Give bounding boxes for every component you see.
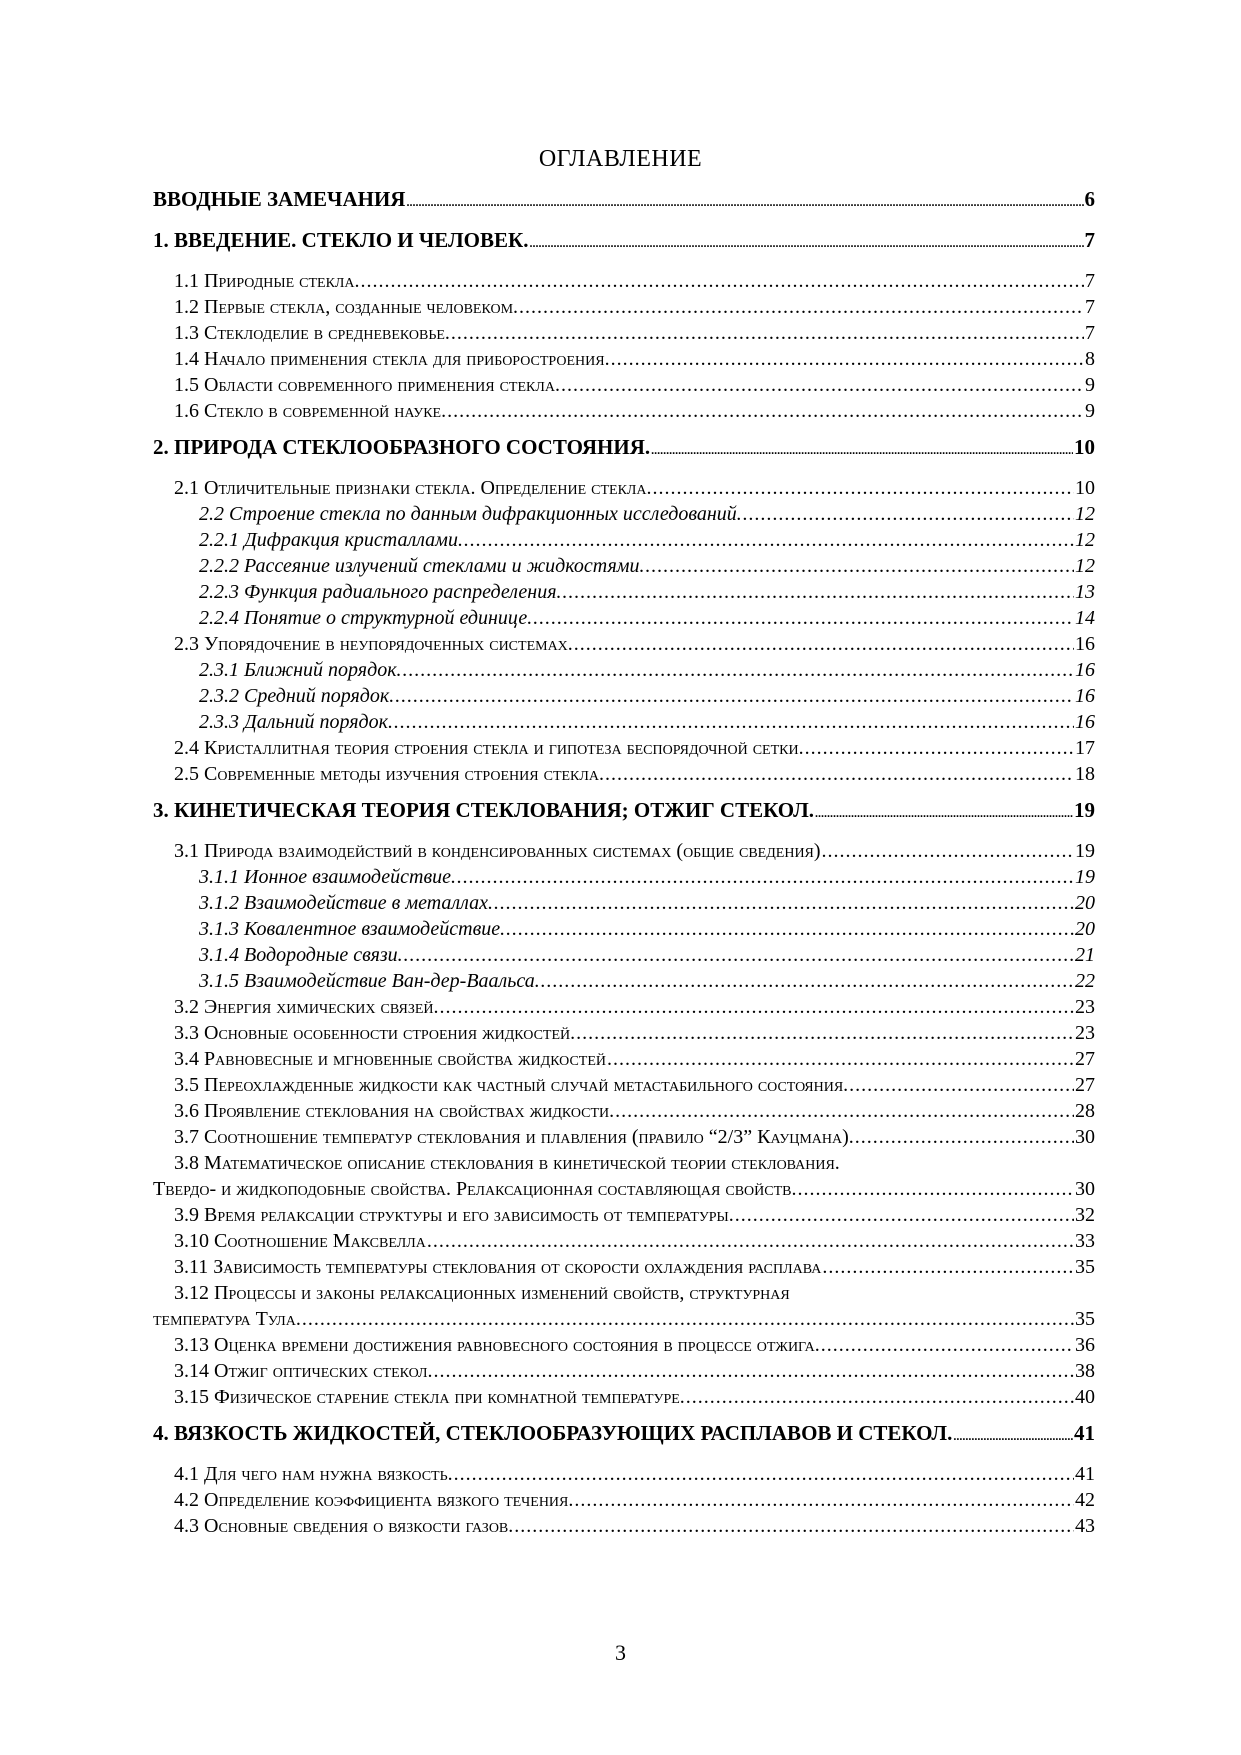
toc-leader-dots — [605, 761, 1074, 787]
toc-leader-dots — [406, 186, 1083, 215]
toc-section[interactable] — [153, 1513, 1095, 1539]
toc-leader-dots — [427, 1228, 1074, 1254]
toc-entry-title: 3.1.3 Ковалентное взаимодействие. — [199, 918, 506, 940]
toc-section[interactable] — [153, 838, 1095, 864]
toc-section[interactable] — [153, 1202, 1095, 1228]
toc-chapter-3[interactable] — [153, 797, 1095, 826]
toc-section[interactable] — [153, 1254, 1095, 1280]
toc-leader-dots — [464, 527, 1074, 553]
toc-subsection[interactable] — [153, 579, 1095, 605]
toc-entry-title: 3.1.5 Взаимодействие Ван-дер-Ваальса. — [199, 970, 540, 992]
toc-leader-dots — [653, 475, 1074, 501]
toc-leader-dots — [743, 501, 1074, 527]
toc-chapter-2[interactable] — [153, 434, 1095, 463]
toc-leader-dots — [530, 227, 1084, 256]
toc-page-number: 13 — [1075, 581, 1095, 603]
toc-entry-title: 3.1.1 Ионное взаимодействие. — [199, 866, 457, 888]
toc-leader-dots — [798, 1176, 1074, 1202]
toc-leader-dots — [686, 1384, 1074, 1410]
toc-page-number: 38 — [1075, 1360, 1095, 1382]
toc-page-number: 20 — [1075, 892, 1095, 914]
toc-leader-dots — [506, 916, 1074, 942]
toc-section[interactable] — [153, 1461, 1095, 1487]
toc-leader-dots — [822, 1254, 1074, 1280]
toc-chapter-intro[interactable] — [153, 186, 1095, 215]
toc-page-number: 10 — [1075, 477, 1095, 499]
toc-section-3-12[interactable] — [153, 1280, 1095, 1332]
toc-leader-dots — [434, 1358, 1074, 1384]
toc-entry-title: 3.7 Соотношение температур стеклования и плавления (правило “2/3” Кауцмана). — [174, 1126, 854, 1148]
toc-chapter-4[interactable] — [153, 1420, 1095, 1449]
toc-section[interactable] — [153, 1046, 1095, 1072]
toc-section[interactable] — [153, 1020, 1095, 1046]
toc-leader-dots — [735, 1202, 1074, 1228]
toc-section[interactable] — [153, 994, 1095, 1020]
toc-entry-title: 1.3 Стеклоделие в средневековье. — [174, 322, 450, 344]
toc-page-number: 30 — [1075, 1178, 1095, 1200]
toc-entry-title: 2.5 Современные методы изучения строения стекла. — [174, 763, 604, 785]
toc-entry-title: 3.5 Переохлажденные жидкости как частный случай метастабильного состояния. — [174, 1074, 849, 1096]
toc-entry-title: 3.10 Соотношение Максвелла — [174, 1230, 426, 1252]
toc-page-number: 27 — [1075, 1048, 1095, 1070]
toc-entry-title: 2. ПРИРОДА СТЕКЛООБРАЗНОГО СОСТОЯНИЯ. — [153, 435, 651, 459]
toc-entry-title: 1.2 Первые стекла, созданные человеком. — [174, 296, 519, 318]
toc-leader-dots — [447, 398, 1084, 424]
toc-subsection[interactable] — [153, 501, 1095, 527]
toc-section-3-8[interactable] — [153, 1150, 1095, 1202]
toc-entry-title: 1.4 Начало применения стекла для приборостроения. — [174, 348, 610, 370]
toc-section[interactable] — [153, 735, 1095, 761]
toc-leader-dots — [646, 553, 1074, 579]
toc-page-number: 14 — [1075, 607, 1095, 629]
toc-chapter-1[interactable] — [153, 227, 1095, 256]
toc-entry-title: 2.2 Строение стекла по данным дифракционных исследований. — [199, 503, 742, 525]
toc-leader-dots — [394, 709, 1074, 735]
toc-page-number: 7 — [1084, 228, 1095, 252]
toc-page-number: 16 — [1075, 711, 1095, 733]
toc-page-number: 27 — [1075, 1074, 1095, 1096]
toc-leader-dots — [849, 1072, 1074, 1098]
toc-page-number: 23 — [1075, 996, 1095, 1018]
toc-page-number: 22 — [1075, 970, 1095, 992]
toc-page-number: 28 — [1075, 1100, 1095, 1122]
toc-page-number: 33 — [1075, 1230, 1095, 1252]
toc-page-number: 16 — [1075, 633, 1095, 655]
toc-entry-title: 3.1 Природа взаимодействий в конденсированных системах (общие сведения) — [174, 840, 821, 862]
toc-entry-title: 2.3.3 Дальний порядок. — [199, 711, 393, 733]
toc-leader-dots — [361, 268, 1084, 294]
toc-section[interactable] — [153, 1487, 1095, 1513]
toc-page-number: 19 — [1074, 798, 1095, 822]
toc-leader-dots — [563, 579, 1074, 605]
toc-subsection[interactable] — [153, 968, 1095, 994]
toc-section[interactable] — [153, 631, 1095, 657]
toc-section[interactable] — [153, 320, 1095, 346]
toc-entry-title: 3.1.4 Водородные связи. — [199, 944, 403, 966]
toc-entry-title: 3.9 Время релаксации структуры и его зависимость от температуры. — [174, 1204, 734, 1226]
toc-page-number: 20 — [1075, 918, 1095, 940]
toc-page-number: 35 — [1075, 1308, 1095, 1330]
toc-page-number: 9 — [1085, 374, 1095, 396]
toc-page-number: 7 — [1085, 322, 1095, 344]
toc-leader-dots — [821, 1332, 1074, 1358]
toc-section[interactable] — [153, 1358, 1095, 1384]
toc-section[interactable] — [153, 1384, 1095, 1410]
toc-page-number: 7 — [1085, 296, 1095, 318]
toc-entry-title: 2.2.2 Рассеяние излучений стеклами и жидкостями. — [199, 555, 645, 577]
toc-entry-title: 3. КИНЕТИЧЕСКАЯ ТЕОРИЯ СТЕКЛОВАНИЯ; ОТЖИГ СТЕКОЛ. — [153, 798, 814, 822]
toc-leader-dots — [451, 320, 1084, 346]
toc-chapter-4-sections — [153, 1461, 1095, 1539]
toc-leader-dots — [440, 994, 1074, 1020]
toc-section[interactable] — [153, 294, 1095, 320]
toc-page-number: 35 — [1075, 1256, 1095, 1278]
toc-page-number: 6 — [1084, 187, 1095, 211]
toc-entry-title: 4.1 Для чего нам нужна вязкость. — [174, 1463, 453, 1485]
toc-entry-title: 3.6 Проявление стеклования на свойствах жидкости. — [174, 1100, 615, 1122]
toc-section[interactable] — [153, 398, 1095, 424]
toc-page-number: 43 — [1075, 1515, 1095, 1537]
toc-subsection[interactable] — [153, 605, 1095, 631]
toc-page-number: 32 — [1075, 1204, 1095, 1226]
toc-entry-title: 2.4 Кристаллитная теория строения стекла и гипотеза беспорядочной сетки. — [174, 737, 804, 759]
toc-subsection[interactable] — [153, 683, 1095, 709]
page-title: ОГЛАВЛЕНИЕ — [538, 146, 703, 172]
toc-section[interactable] — [153, 475, 1095, 501]
toc-entry-title: 3.3 Основные особенности строения жидкостей. — [174, 1022, 576, 1044]
toc-entry-title: 1.1 Природные стекла. — [174, 270, 360, 292]
toc-section[interactable] — [153, 1228, 1095, 1254]
toc-entry-title: 4.3 Основные сведения о вязкости газов. — [174, 1515, 514, 1537]
toc-chapter-1-sections — [153, 268, 1095, 424]
toc-page-number: 30 — [1075, 1126, 1095, 1148]
toc-leader-dots — [403, 657, 1074, 683]
toc-leader-dots — [805, 735, 1074, 761]
toc-leader-dots — [615, 1098, 1074, 1124]
toc-entry-title-line2: Твердо- и жидкоподобные свойства. Релаксационная составляющая свойств. — [153, 1178, 797, 1200]
toc-leader-dots — [514, 1513, 1074, 1539]
toc-entry-title: 3.11 Зависимость температуры стеклования от скорости охлаждения расплава — [174, 1256, 822, 1278]
toc-page-number: 41 — [1074, 1421, 1095, 1445]
toc-subsection[interactable] — [153, 527, 1095, 553]
toc-entry-title: 2.2.1 Дифракция кристаллами. — [199, 529, 463, 551]
toc-section[interactable] — [153, 1072, 1095, 1098]
toc-page-number: 12 — [1075, 529, 1095, 551]
toc-subsection[interactable] — [153, 657, 1095, 683]
toc-entry-title: 2.3.2 Средний порядок. — [199, 685, 395, 707]
toc-leader-dots — [953, 1420, 1073, 1449]
toc-subsection[interactable] — [153, 942, 1095, 968]
toc-entry-title-line1: 3.8 Математическое описание стеклования в кинетической теории стеклования. — [174, 1152, 840, 1174]
toc-page-number: 41 — [1075, 1463, 1095, 1485]
toc-page-number: 42 — [1075, 1489, 1095, 1511]
toc-entry-title: 1.6 Стекло в современной науке. — [174, 400, 447, 422]
toc-subsection[interactable] — [153, 916, 1095, 942]
toc-page-number: 12 — [1075, 555, 1095, 577]
toc-leader-dots — [454, 1461, 1074, 1487]
toc-entry-title: 2.3 Упорядочение в неупорядоченных системах. — [174, 633, 573, 655]
toc-leader-dots — [533, 605, 1074, 631]
toc-chapter-2-sections — [153, 475, 1095, 787]
toc-leader-dots — [815, 797, 1073, 826]
toc-section[interactable] — [153, 372, 1095, 398]
toc-page-number: 19 — [1075, 840, 1095, 862]
toc-leader-dots — [457, 864, 1074, 890]
toc-page-number: 16 — [1075, 685, 1095, 707]
toc-entry-title-line2: температура Тула. — [153, 1308, 301, 1330]
toc-section[interactable] — [153, 1332, 1095, 1358]
toc-entry-title: 2.3.1 Ближний порядок. — [199, 659, 402, 681]
toc-leader-dots — [404, 942, 1074, 968]
toc-leader-dots — [541, 968, 1074, 994]
toc-leader-dots — [561, 372, 1084, 398]
toc-entry-title: 3.15 Физическое старение стекла при комнатной температуре. — [174, 1386, 685, 1408]
toc-leader-dots — [822, 838, 1074, 864]
toc-entry-title: 4.2 Определение коэффициента вязкого течения. — [174, 1489, 574, 1511]
toc-leader-dots — [574, 1487, 1074, 1513]
toc-entry-title: 3.1.2 Взаимодействие в металлах. — [199, 892, 493, 914]
toc-page-number: 18 — [1075, 763, 1095, 785]
toc-page-number: 23 — [1075, 1022, 1095, 1044]
toc-page-number: 16 — [1075, 659, 1095, 681]
toc-page-number: 10 — [1074, 435, 1095, 459]
toc-page-number: 9 — [1085, 400, 1095, 422]
toc-entry-title: 2.1 Отличительные признаки стекла. Определение стекла. — [174, 477, 652, 499]
toc-leader-dots — [302, 1306, 1074, 1332]
toc-entry-title: ВВОДНЫЕ ЗАМЕЧАНИЯ — [153, 187, 406, 211]
toc-page-number: 12 — [1075, 503, 1095, 525]
toc-chapter-3-sections — [153, 838, 1095, 1410]
toc-entry-title-line1: 3.12 Процессы и законы релаксационных изменений свойств, структурная — [174, 1282, 790, 1304]
toc-section[interactable] — [153, 268, 1095, 294]
toc-subsection[interactable] — [153, 553, 1095, 579]
toc-section[interactable] — [153, 1098, 1095, 1124]
toc-page-number: 19 — [1075, 866, 1095, 888]
toc-entry-title: 3.2 Энергия химических связей. — [174, 996, 439, 1018]
toc-entry-title: 3.13 Оценка времени достижения равновесного состояния в процессе отжига. — [174, 1334, 820, 1356]
page-number: 3 — [615, 1640, 626, 1665]
toc-subsection[interactable] — [153, 890, 1095, 916]
toc-leader-dots — [519, 294, 1084, 320]
toc-leader-dots — [574, 631, 1074, 657]
toc-page-number: 40 — [1075, 1386, 1095, 1408]
toc-leader-dots — [611, 346, 1084, 372]
toc-entry-title: 1.5 Области современного применения стекла. — [174, 374, 560, 396]
toc-subsection[interactable] — [153, 864, 1095, 890]
toc-page-number: 7 — [1085, 270, 1095, 292]
toc-page-number: 17 — [1075, 737, 1095, 759]
toc-section[interactable] — [153, 1124, 1095, 1150]
toc-page-number: 21 — [1075, 944, 1095, 966]
toc-entry-title: 4. ВЯЗКОСТЬ ЖИДКОСТЕЙ, СТЕКЛООБРАЗУЮЩИХ РАСПЛАВОВ И СТЕКОЛ. — [153, 1421, 953, 1445]
toc-entry-title: 3.14 Отжиг оптических стекол. — [174, 1360, 433, 1382]
toc-leader-dots — [494, 890, 1074, 916]
toc-entry-title: 1. ВВЕДЕНИЕ. СТЕКЛО И ЧЕЛОВЕК. — [153, 228, 529, 252]
table-of-contents — [153, 186, 1095, 1549]
toc-entry-title: 2.2.3 Функция радиального распределения. — [199, 581, 562, 603]
toc-page-number: 36 — [1075, 1334, 1095, 1356]
toc-section[interactable] — [153, 761, 1095, 787]
toc-leader-dots — [607, 1046, 1074, 1072]
toc-leader-dots — [395, 683, 1074, 709]
toc-entry-title: 2.2.4 Понятие о структурной единице. — [199, 607, 533, 629]
toc-page-number: 8 — [1085, 348, 1095, 370]
toc-leader-dots — [576, 1020, 1074, 1046]
toc-entry-title: 3.4 Равновесные и мгновенные свойства жидкостей — [174, 1048, 607, 1070]
toc-leader-dots — [651, 434, 1073, 463]
toc-subsection[interactable] — [153, 709, 1095, 735]
toc-leader-dots — [855, 1124, 1074, 1150]
toc-section[interactable] — [153, 346, 1095, 372]
